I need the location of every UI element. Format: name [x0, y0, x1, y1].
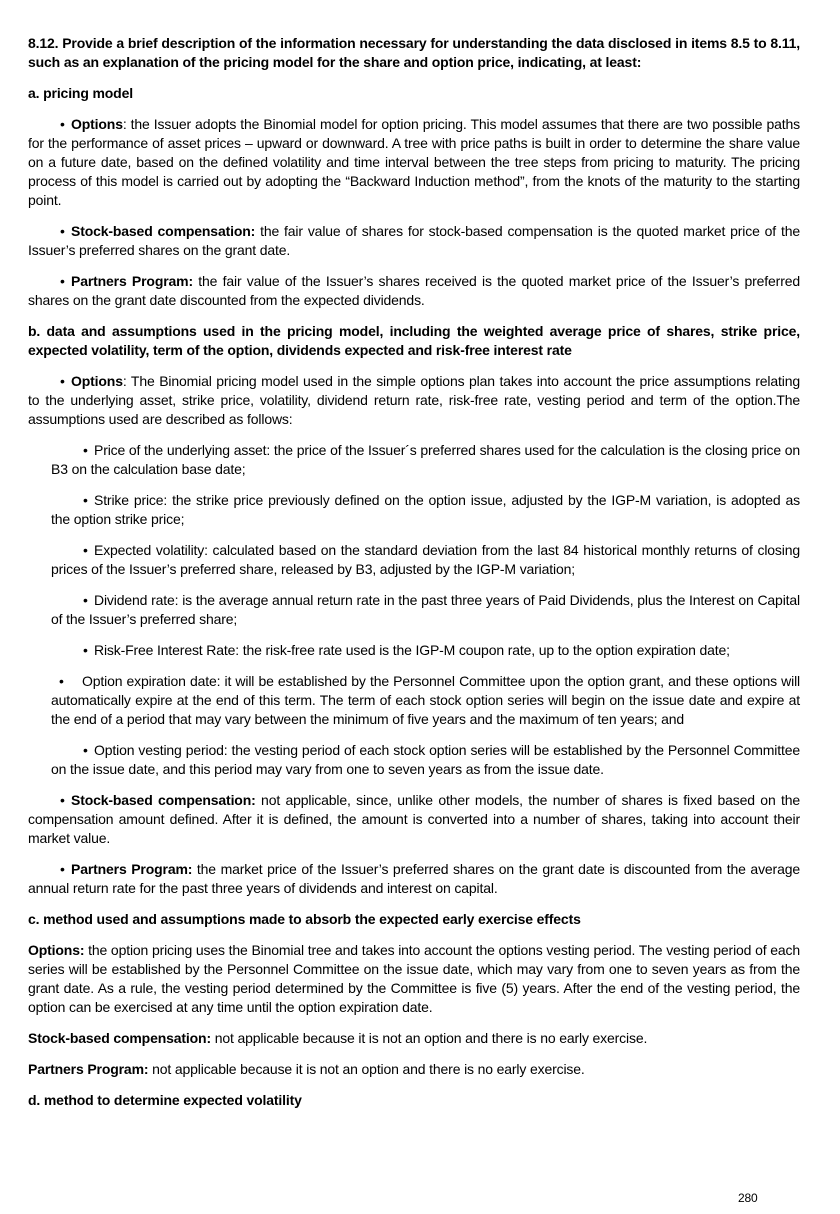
sub-list-item: • Option expiration date: it will be established by the Personnel Committee upon the option grant, and these options will automatically expire at the end of this term. The term of each stock option series will begin on the issue date and expire at the end of a period that may vary between the minimum of five years and the maximum of ten years; and [51, 673, 800, 727]
bullet-icon: • [83, 742, 88, 758]
bullet-icon: • [83, 542, 88, 558]
bullet-icon: • [83, 442, 88, 458]
page-number: 280 [738, 1191, 758, 1205]
paragraph: Stock-based compensation: not applicable because it is not an option and there is no early exercise. [28, 1030, 648, 1046]
list-item: • Partners Program: the market price of the Issuer’s preferred shares on the grant date is discounted from the average annual return rate for the past three years of dividends and interest on capital. [28, 861, 800, 896]
bullet-icon: • [60, 373, 65, 389]
bullet-icon: • [60, 116, 65, 132]
list-item: • Partners Program: the fair value of the Issuer’s shares received is the quoted market price of the Issuer’s preferred shares on the grant date discounted from the expected dividends. [28, 273, 800, 308]
bullet-icon: • [83, 492, 88, 508]
bullet-icon: • [60, 223, 65, 239]
list-item: • Stock-based compensation: not applicable, since, unlike other models, the number of shares is fixed based on the compensation amount defined. After it is defined, the amount is converted into a number of shares, taking into account their market value. [28, 792, 800, 846]
sub-list-item: • Strike price: the strike price previously defined on the option issue, adjusted by the IGP-M variation, is adopted as the option strike price; [51, 492, 800, 527]
bullet-icon: • [60, 792, 65, 808]
list-item: • Options: the Issuer adopts the Binomial model for option pricing. This model assumes that there are two possible paths for the performance of asset prices – upward or downward. A tree with price paths is built in order to determine the share value on a future date, based on the defined volatility and time interval between the tree steps from pricing to maturity. The pricing process of this model is carried out by adopting the “Backward Induction method”, from the knots of the maturity to the starting point. [28, 116, 800, 208]
list-item: • Stock-based compensation: the fair value of shares for stock-based compensation is the quoted market price of the Issuer’s preferred shares on the grant date. [28, 223, 800, 258]
sub-list-item: • Dividend rate: is the average annual return rate in the past three years of Paid Dividends, plus the Interest on Capital of the Issuer’s preferred share; [51, 592, 800, 627]
paragraph: Options: the option pricing uses the Binomial tree and takes into account the options vesting period. The vesting period of each series will be established by the Personnel Committee on the issue date, which may vary from one to seven years as from the grant date. As a rule, the vesting period determined by the Committee is five (5) years. After the end of the vesting period, the option can be exercised at any time until the option expiration date. [28, 942, 800, 1015]
sub-list-item: • Option vesting period: the vesting period of each stock option series will be established by the Personnel Committee on the issue date, and this period may vary from one to seven years as from the issue date. [51, 742, 800, 777]
section-a-title: a. pricing model [28, 85, 133, 101]
bullet-icon: • [60, 861, 65, 877]
sub-list-item: • Risk-Free Interest Rate: the risk-free rate used is the IGP-M coupon rate, up to the option expiration date; [51, 641, 800, 660]
bullet-icon: • [60, 273, 65, 289]
bullet-icon: • [59, 673, 64, 689]
section-heading: 8.12. Provide a brief description of the information necessary for understanding the data disclosed in items 8.5 to 8.11, such as an explanation of the pricing model for the share and option price, indicating, at least: [28, 35, 800, 70]
bullet-icon: • [83, 592, 88, 608]
document-page [28, 34, 800, 1122]
section-d-title: d. method to determine expected volatility [28, 1092, 302, 1108]
list-item: • Options: The Binomial pricing model used in the simple options plan takes into account the price assumptions relating to the underlying asset, strike price, volatility, dividend return rate, risk-free rate, vesting period and term of the option.The assumptions used are described as follows: [28, 373, 800, 427]
section-c-title: c. method used and assumptions made to absorb the expected early exercise effects [28, 911, 581, 927]
sub-list-item: • Expected volatility: calculated based on the standard deviation from the last 84 historical monthly returns of closing prices of the Issuer’s preferred share, released by B3, adjusted by the IGP-M variation; [51, 542, 800, 577]
bullet-icon: • [83, 642, 88, 658]
section-b-title: b. data and assumptions used in the pricing model, including the weighted average price of shares, strike price, expected volatility, term of the option, dividends expected and risk-free interest rate [28, 323, 800, 358]
sub-list-item: • Price of the underlying asset: the price of the Issuer´s preferred shares used for the calculation is the closing price on B3 on the calculation base date; [51, 442, 800, 477]
paragraph: Partners Program: not applicable because it is not an option and there is no early exercise. [28, 1061, 585, 1077]
